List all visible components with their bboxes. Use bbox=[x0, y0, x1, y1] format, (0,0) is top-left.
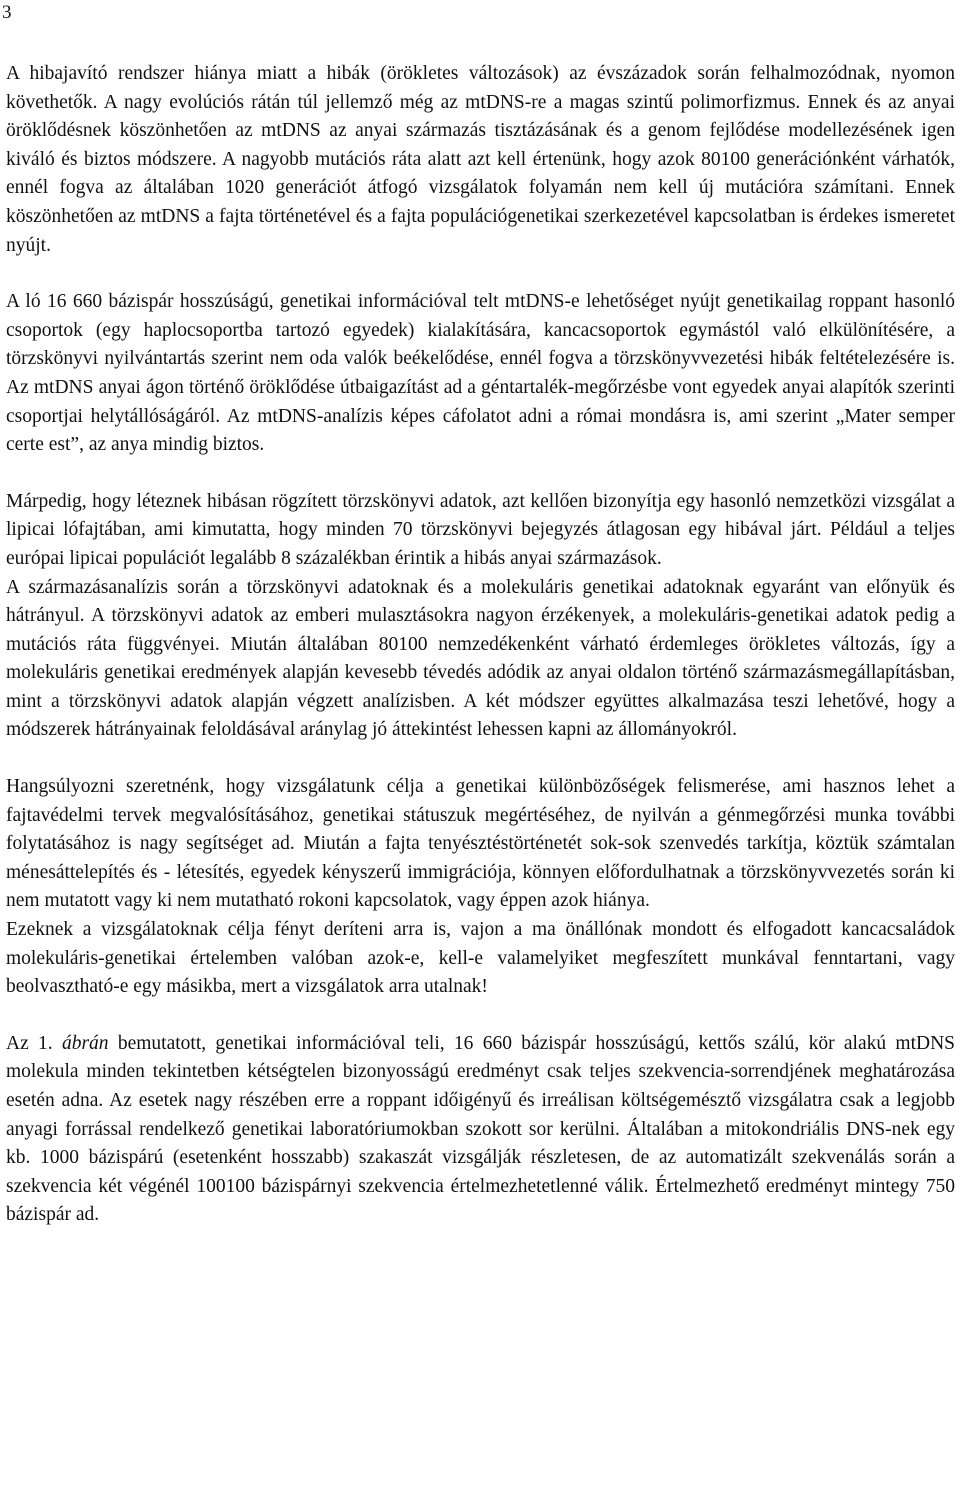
paragraph-horse-mtdns: A ló 16 660 bázispár hosszúságú, genetikai információval telt mtDNS-e lehetőséget nyújt genetikailag roppant hasonló csoportok (egy haplocsoportba tartozó egyedek) kialakítására, kancacsoportok egymástól való elkülönítésére, a törzskönyvi nyilvántartás szerint nem oda valók beékelődése, ennél fogva a törzskönyvvezetési hibák feltételezésére is. Az mtDNS anyai ágon történő öröklődése útbaigazítást ad a géntartalék-megőrzésbe vont egyedek anyai alapítók szerinti csoportjai helytállóságáról. Az mtDNS-analízis képes cáfolatot adni a római mondásra is, ami szerint „Mater semper certe est”, az anya mindig biztos. bbox=[6, 291, 955, 456]
figure-ref-italic: ábrán bbox=[61, 1032, 109, 1054]
figure-ref-body: bemutatott, genetikai információval teli, 16 660 bázispár hosszúságú, kettős szálú, kör alakú mtDNS molekula minden tekintetben kétségtelen bizonyosságú eredményt csak teljes szekvencia-sorrendjének meghatározása esetén adna. Az esetek nagy részében erre a roppant időigényű és irreálisan költségemésztő vizsgálatra csak a legjobb anyagi forrással rendelkező genetikai laboratóriumokban szokott sor kerülni. Általában a mitokondriális DNS-nek egy kb. 1000 bázispárú (esetenként hosszabb) szakaszát vizsgálják részletesen, de az automatizált szekvenálás során a szekvencia két végénél 100100 bázispárnyi szekvencia értelmezhetetlenné válik. Értelmezhető eredményt mintegy 750 bázispár ad. bbox=[6, 1032, 955, 1226]
paragraph-figure-reference bbox=[6, 1030, 955, 1230]
figure-ref-prefix: Az 1. bbox=[6, 1032, 62, 1054]
paragraph-mtdns-mutation: A hibajavító rendszer hiánya miatt a hibák (örökletes változások) az évszázadok során felhalmozódnak, nyomon követhetők. A nagy evolúciós rátán túl jellemző még az mtDNS-re a magas szintű polimorfizmus. Ennek és az anyai öröklődésnek köszönhetően az mtDNS az anyai származás tisztázásának és a genom fejlődése modellezésének igen kiváló és biztos módszere. A nagyobb mutációs ráta alatt azt kell értenünk, hogy azok 80100 generációnként várhatók, ennél fogva az általában 1020 generációt átfogó vizsgálatok folyamán nem kell új mutációra számítani. Ennek köszönhetően az mtDNS a fajta történetével és a fajta populációgenetikai szerkezetével kapcsolatban is érdekes ismeretet nyújt. bbox=[6, 63, 955, 256]
page-number: 3 bbox=[2, 2, 12, 23]
paragraph-pedigree-analysis: A származásanalízis során a törzskönyvi adatoknak és a molekuláris genetikai adatoknak egyaránt van előnyük és hátrányul. A törzskönyvi adatok az emberi mulasztásokra nagyon érzékenyek, a molekuláris-genetikai adatok pedig a mutációs ráta függvényei. Miután általában 80100 nemzedékenként várható érdemleges örökletes változás, így a molekuláris genetikai eredmények alapján kevesebb tévedés adódik az anyai oldalon történő származásmegállapításban, mint a törzskönyvi adatok alapján végzett analízisben. A két módszer együttes alkalmazása teszi lehetővé, hogy a módszerek hátrányainak feloldásával aránylag jó áttekintést lehessen kapni az állományokról. bbox=[6, 576, 955, 741]
paragraph-study-aim: Hangsúlyozni szeretnénk, hogy vizsgálatunk célja a genetikai különbözőségek felismerése, ami hasznos lehet a fajtavédelmi tervek megvalósításához, genetikai státuszuk megértéséhez, de nyilván a génmegőrzési munka további folytatásához is nagy segítséget ad. Miután a fajta tenyésztéstörténetét sok-sok szenvedés tarkítja, köztük számtalan ménesáttelepítés és - létesítés, egyedek kényszerű immigrációja, könnyen előfordulhatnak a törzskönyvvezetés során ki nem mutatott vagy ki nem mutatható rokoni kapcsolatok, vagy éppen azok hiánya. bbox=[6, 776, 955, 912]
document-body bbox=[6, 60, 955, 1230]
paragraph-lipizzan-study: Márpedig, hogy léteznek hibásan rögzített törzskönyvi adatok, azt kellően bizonyítja egy hasonló nemzetközi vizsgálat a lipicai lófajtában, ami kimutatta, hogy minden 70 törzskönyvi bejegyzés átlagosan egy hibával járt. Például a teljes európai lipicai populációt legalább 8 százalékban érintik a hibás anyai származások. bbox=[6, 490, 955, 569]
paragraph-mare-families: Ezeknek a vizsgálatoknak célja fényt deríteni arra is, vajon a ma önállónak mondott és elfogadott kancacsaládok molekuláris-genetikai értelemben valóban azok-e, kell-e valamelyiket megfeszített munkával fenntartani, vagy beolvasztható-e egy másikba, mert a vizsgálatok arra utalnak! bbox=[6, 919, 955, 998]
